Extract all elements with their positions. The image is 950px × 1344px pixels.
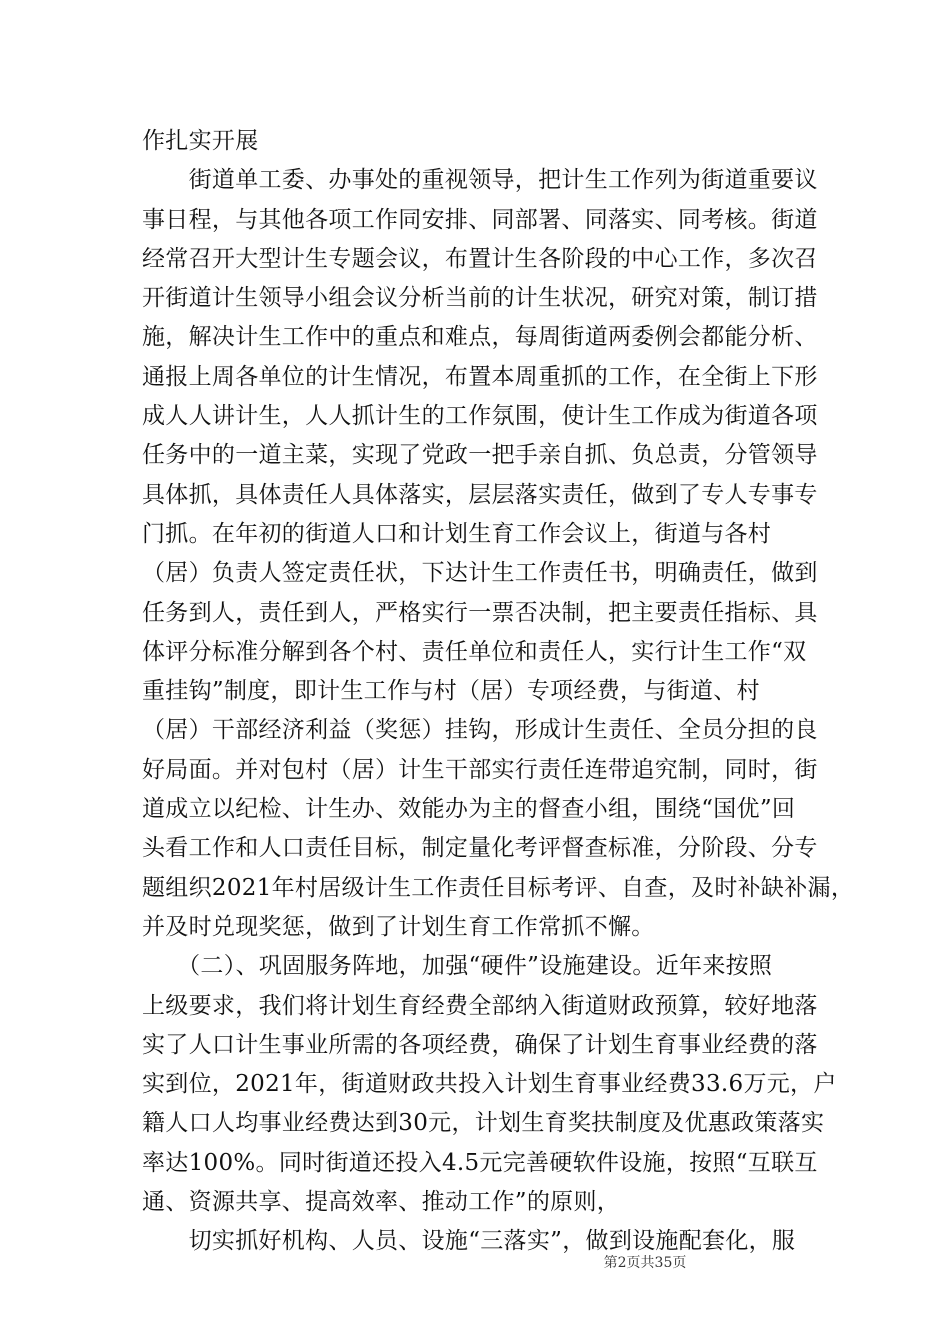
text-line: 实到位，2021年，街道财政共投入计划生育事业经费33.6万元，户 [142, 1071, 837, 1098]
text-line: 实了人口计生事业所需的各项经费，确保了计划生育事业经费的落 [142, 1031, 818, 1058]
text-line: 道成立以纪检、计生办、效能办为主的督查小组，围绕“国优”回 [142, 796, 796, 823]
text-line: （居）干部经济利益（奖惩）挂钩，形成计生责任、全员分担的良 [142, 717, 818, 744]
text-line: 并及时兑现奖惩，做到了计划生育工作常抓不懈。 [142, 913, 655, 940]
text-line: 通报上周各单位的计生情况，布置本周重抓的工作，在全街上下形 [142, 363, 818, 390]
text-line: 街道单工委、办事处的重视领导，把计生工作列为街道重要议 [142, 167, 818, 194]
text-line: 作扎实开展 [142, 128, 259, 154]
text-line: 经常召开大型计生专题会议，布置计生各阶段的中心工作，多次召 [142, 245, 818, 272]
document-body [142, 122, 855, 1262]
text-line: 切实抓好机构、人员、设施“三落实”，做到设施配套化，服 [142, 1228, 796, 1255]
text-line: （二）、巩固服务阵地，加强“硬件”设施建设。近年来按照 [142, 953, 773, 980]
text-line: 上级要求，我们将计划生育经费全部纳入街道财政预算，较好地落 [142, 992, 818, 1019]
text-line: 事日程，与其他各项工作同安排、同部署、同落实、同考核。街道 [142, 206, 818, 233]
text-line: 头看工作和人口责任目标，制定量化考评督查标准，分阶段、分专 [142, 835, 818, 862]
text-line: 通、资源共享、提高效率、推动工作”的原则， [142, 1189, 621, 1216]
text-line: 任务中的一道主菜，实现了党政一把手亲自抓、负总责，分管领导 [142, 442, 818, 469]
text-line: 开街道计生领导小组会议分析当前的计生状况，研究对策，制订措 [142, 285, 818, 312]
text-line: 好局面。并对包村（居）计生干部实行责任连带追究制，同时，街 [142, 756, 818, 783]
text-line: 体评分标准分解到各个村、责任单位和责任人，实行计生工作“双 [142, 638, 807, 665]
text-line: 门抓。在年初的街道人口和计划生育工作会议上，街道与各村 [142, 520, 772, 547]
page-number-footer: 第2页共35页 [603, 1255, 687, 1271]
text-line: 重挂钩”制度，即计生工作与村（居）专项经费，与街道、村 [142, 678, 760, 705]
text-line: 率达100%。同时街道还投入4.5元完善硬软件设施，按照“互联互 [142, 1149, 818, 1176]
text-line: 成人人讲计生，人人抓计生的工作氛围，使计生工作成为街道各项 [142, 403, 818, 430]
text-line: 施，解决计生工作中的重点和难点，每周街道两委例会都能分析、 [142, 324, 818, 351]
text-line: 题组织2021年村居级计生工作责任目标考评、自查，及时补缺补漏， [142, 874, 855, 901]
text-line: 任务到人，责任到人，严格实行一票否决制，把主要责任指标、具 [142, 599, 818, 626]
text-line: 具体抓，具体责任人具体落实，层层落实责任，做到了专人专事专 [142, 481, 818, 508]
text-line: （居）负责人签定责任状，下达计生工作责任书，明确责任，做到 [142, 560, 818, 587]
text-line: 籍人口人均事业经费达到30元，计划生育奖扶制度及优惠政策落实 [142, 1110, 825, 1137]
